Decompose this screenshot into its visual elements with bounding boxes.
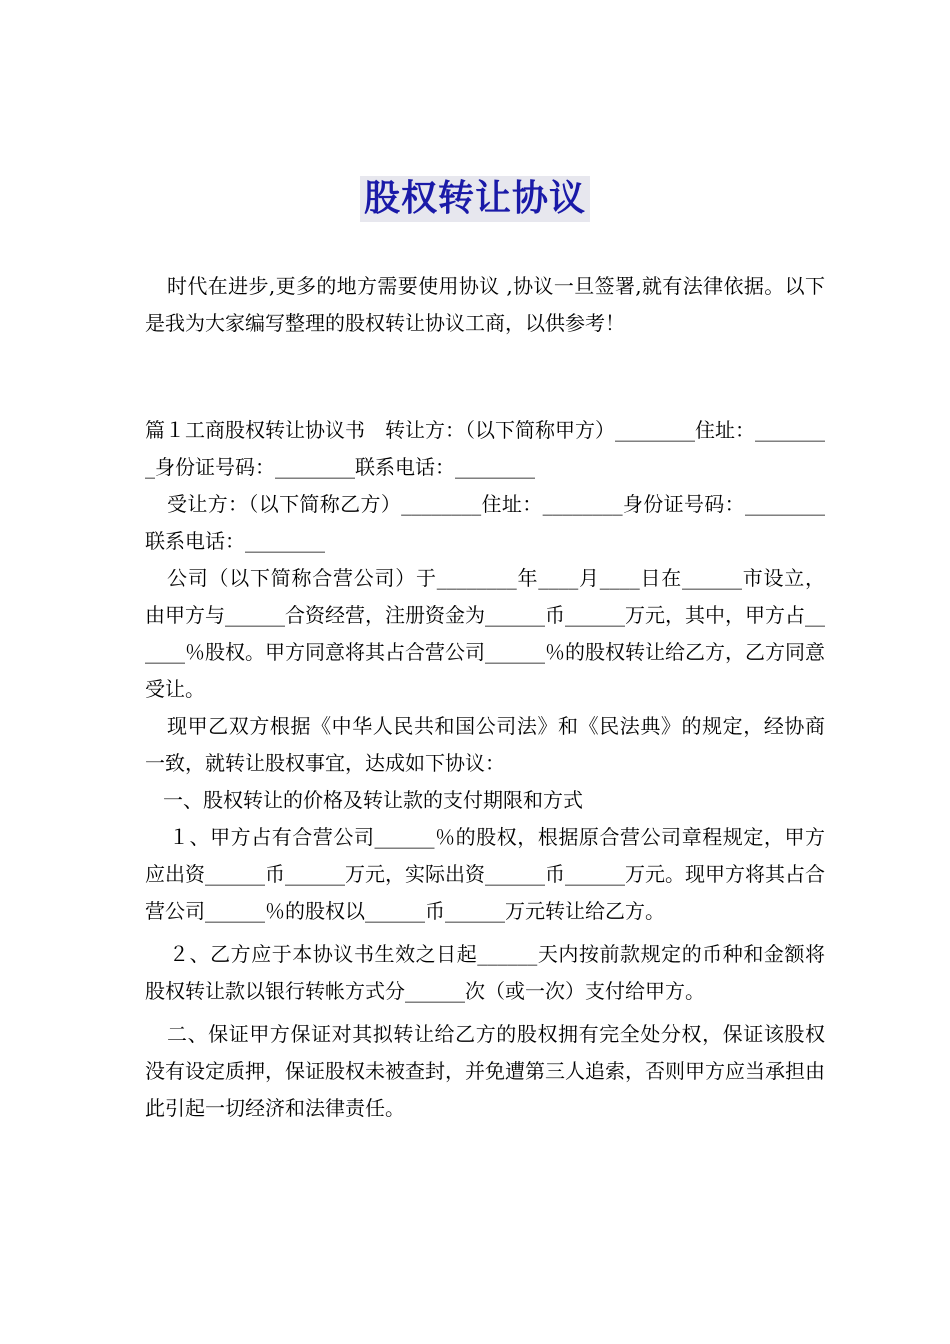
clause-2: ２、乙方应于本协议书生效之日起______天内按前款规定的币种和金额将股权转让款以银行转帐方式分______次（或一次）支付给甲方。 xyxy=(145,942,825,1003)
document-title: 股权转让协议 xyxy=(360,176,590,222)
title-container xyxy=(0,176,950,222)
section-heading-price: 一、股权转让的价格及转让款的支付期限和方式 xyxy=(163,788,583,812)
clause-1: １、甲方占有合营公司______％的股权，根据原合营公司章程规定，甲方应出资______币______万元，实际出资______币______万元。现甲方将其占合营公司______％的股权以______币______万元转让给乙方。 xyxy=(145,825,825,923)
paragraph-legal-basis: 现甲乙双方根据《中华人民共和国公司法》和《民法典》的规定，经协商一致，就转让股权事宜，达成如下协议： xyxy=(145,714,825,775)
intro-paragraph: 时代在进步,更多的地方需要使用协议 ,协议一旦签署,就有法律依据。以下是我为大家编写整理的股权转让协议工商，以供参考！ xyxy=(145,274,825,335)
paragraph-company-info: 公司（以下简称合营公司）于________年____月____日在______市设立，由甲方与______合资经营，注册资金为______币______万元，其中，甲方占______％股权。甲方同意将其占合营公司______％的股权转让给乙方，乙方同意受让。 xyxy=(145,566,825,701)
paragraph-parties-transferor: 篇１工商股权转让协议书 转让方：（以下简称甲方）________住址：________身份证号码：________联系电话：________ xyxy=(145,418,825,479)
paragraph-parties-transferee: 受让方：（以下简称乙方）________住址：________身份证号码：________联系电话：________ xyxy=(145,492,825,553)
section-guarantee: 二、保证甲方保证对其拟转让给乙方的股权拥有完全处分权，保证该股权没有设定质押，保证股权未被查封，并免遭第三人追索，否则甲方应当承担由此引起一切经济和法律责任。 xyxy=(145,1022,825,1120)
agreement-body xyxy=(145,412,825,1127)
intro-section xyxy=(145,268,825,342)
